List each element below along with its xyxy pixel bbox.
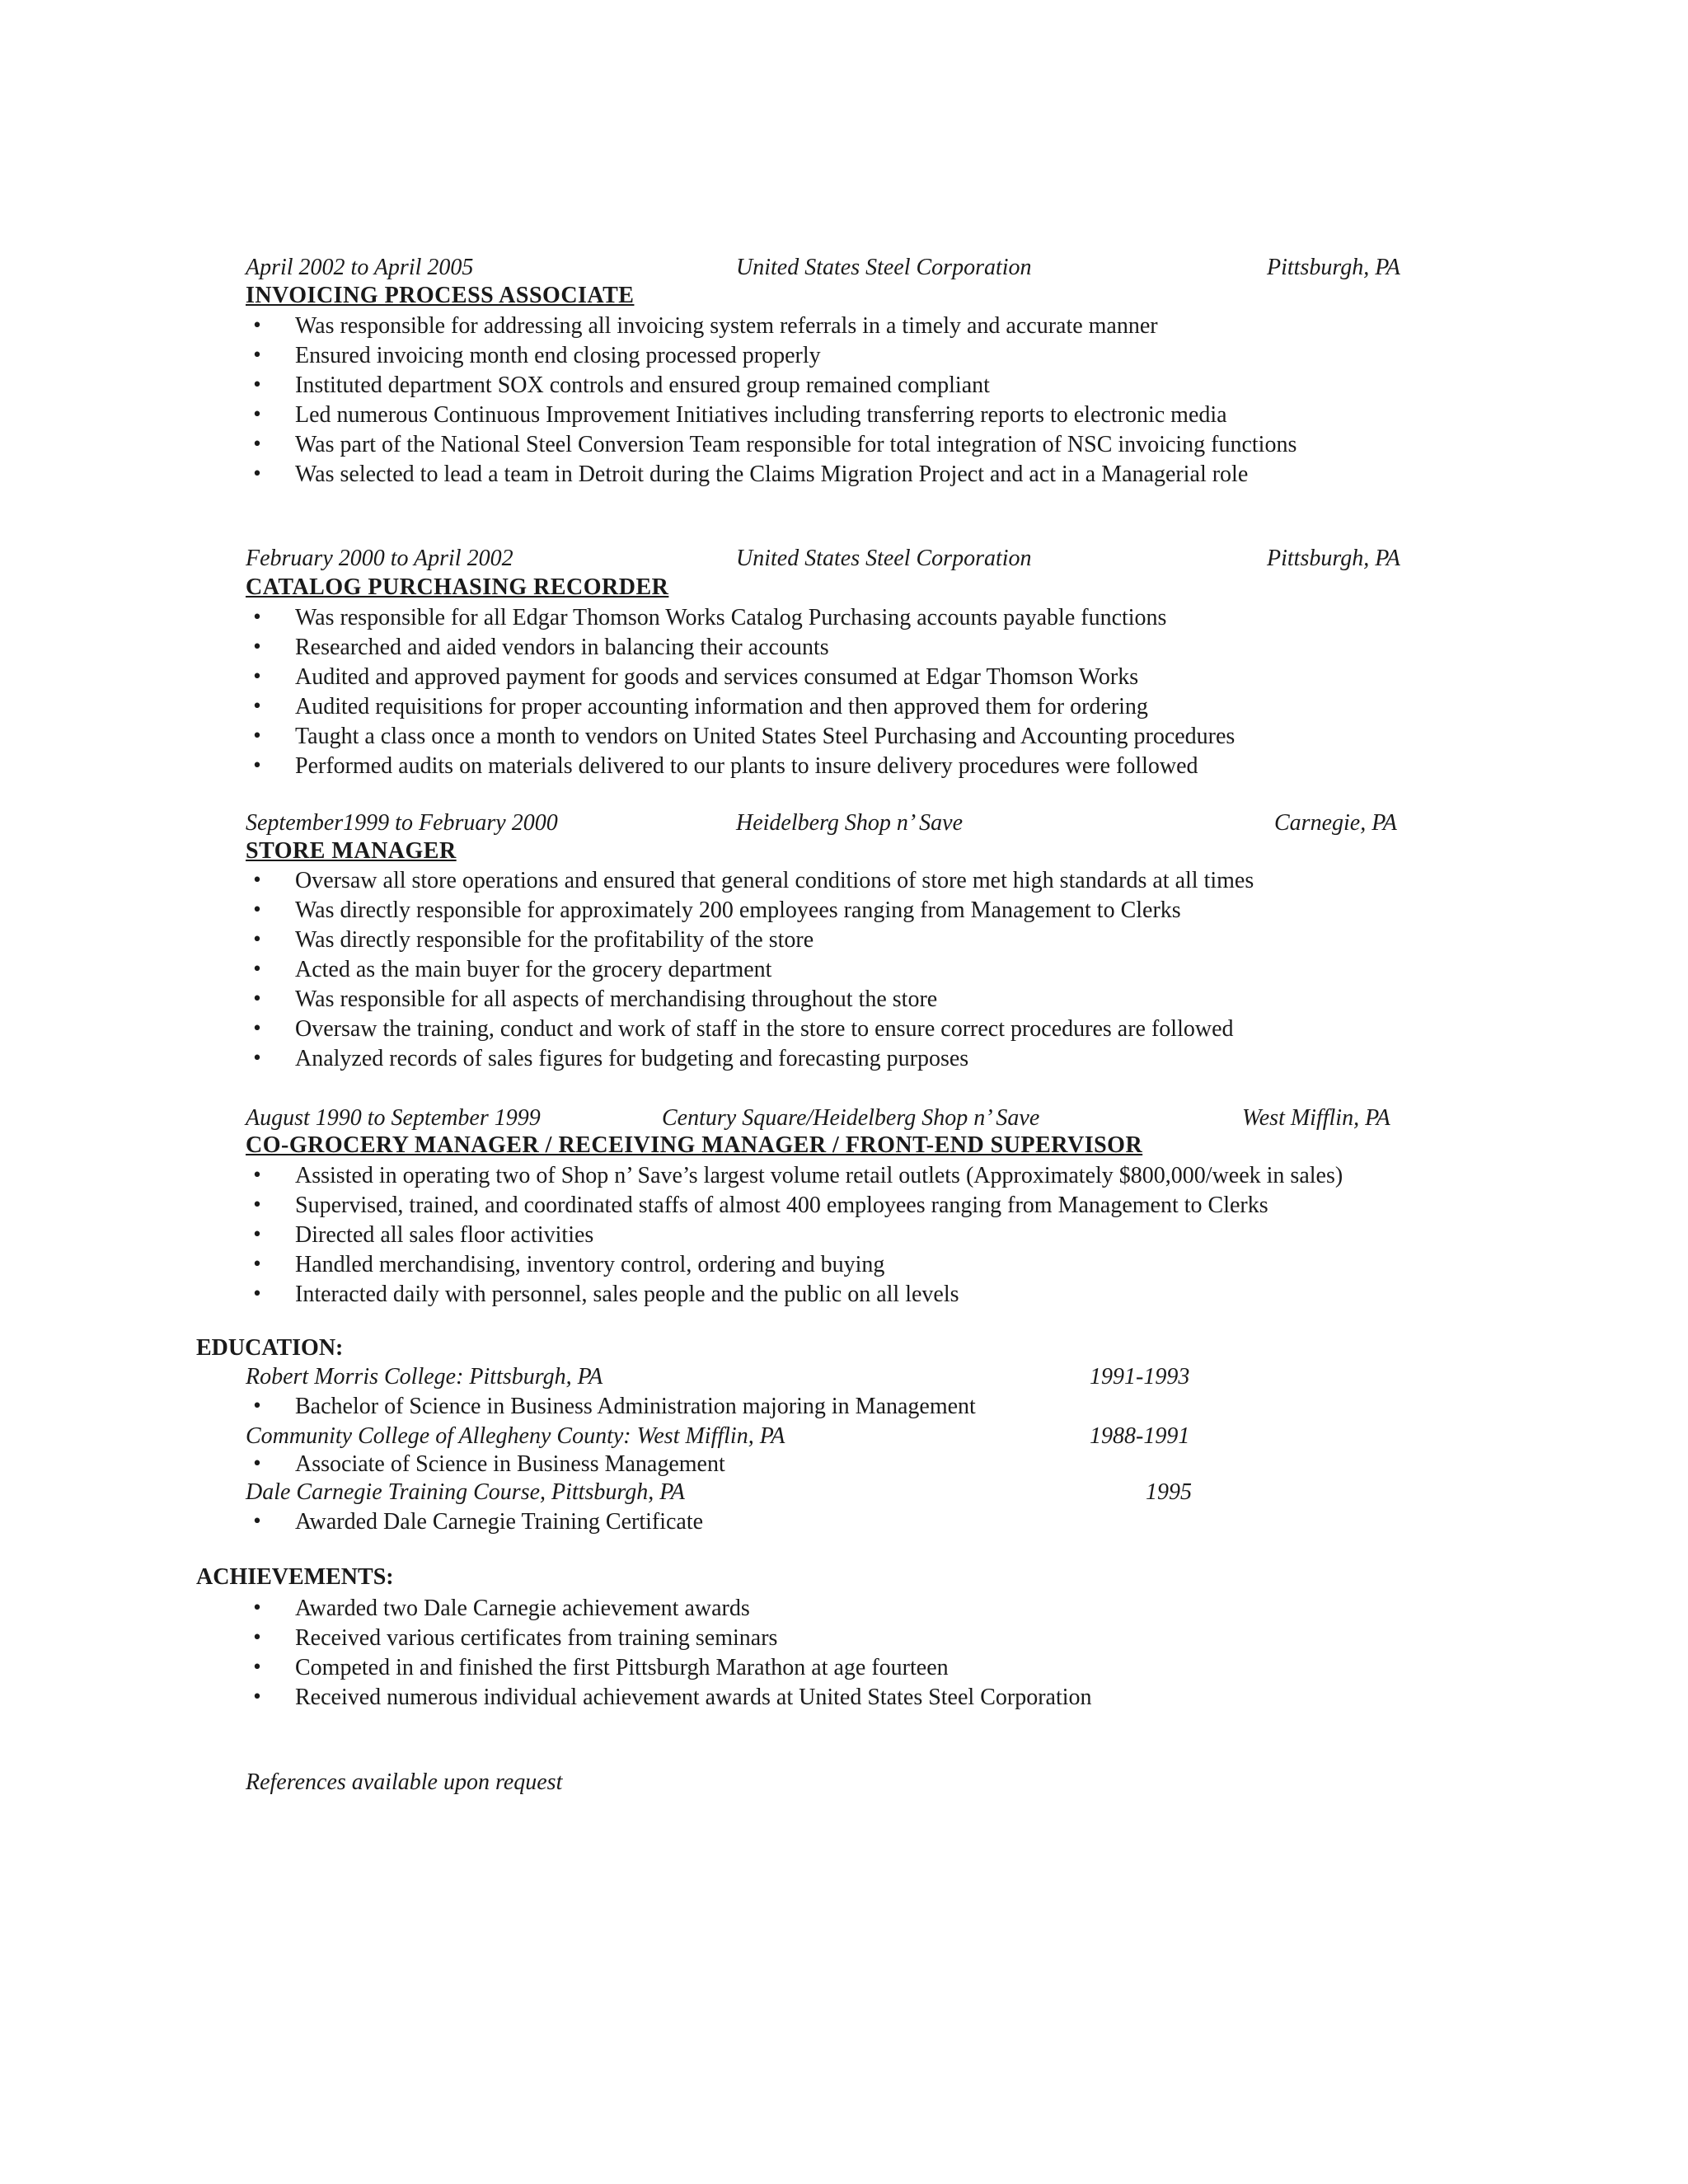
job-dates: September1999 to February 2000 (246, 810, 558, 836)
bullet-icon: • (251, 696, 263, 717)
bullet-icon: • (251, 667, 263, 687)
bullet-icon: • (251, 989, 263, 1010)
list-item: • Awarded Dale Carnegie Training Certificate (246, 1507, 703, 1537)
bullet-icon: • (251, 756, 263, 776)
job-dates: August 1990 to September 1999 (246, 1105, 541, 1131)
job-company: Century Square/Heidelberg Shop n’ Save (662, 1105, 1040, 1131)
job-title: CO-GROCERY MANAGER / RECEIVING MANAGER / FRONT-END SUPERVISOR (246, 1132, 1143, 1158)
job-location: West Mifflin, PA (1242, 1105, 1390, 1131)
list-item: • Was directly responsible for the profitability of the store (246, 926, 1254, 955)
bullet-icon: • (251, 375, 263, 396)
section-heading: ACHIEVEMENTS: (196, 1564, 394, 1590)
bullet-icon: • (251, 1511, 263, 1532)
section-heading: EDUCATION: (196, 1335, 344, 1361)
list-item: • Ensured invoicing month end closing processed properly (246, 341, 1296, 371)
list-item: • Received various certificates from training seminars (246, 1624, 1092, 1653)
bullet-icon: • (251, 1284, 263, 1305)
school-years: 1995 (1146, 1479, 1192, 1505)
bullet-icon: • (251, 900, 263, 921)
education-detail (246, 1450, 725, 1479)
job-company: United States Steel Corporation (736, 255, 1032, 280)
bullet-icon: • (251, 464, 263, 485)
list-item: • Oversaw all store operations and ensured that general conditions of store met high standards at all times (246, 866, 1254, 896)
bullet-icon: • (251, 1454, 263, 1474)
job-company: Heidelberg Shop n’ Save (736, 810, 963, 836)
job-bullets (246, 866, 1254, 1074)
bullet-icon: • (251, 637, 263, 658)
bullet-icon: • (251, 1628, 263, 1648)
list-item: • Was selected to lead a team in Detroit during the Claims Migration Project and act in a Managerial role (246, 460, 1296, 490)
school-name: Dale Carnegie Training Course, Pittsburgh, PA (246, 1479, 685, 1505)
job-company: United States Steel Corporation (736, 546, 1032, 571)
list-item: • Audited requisitions for proper accounting information and then approved them for ordering (246, 692, 1235, 722)
bullet-icon: • (251, 434, 263, 455)
list-item: • Received numerous individual achievement awards at United States Steel Corporation (246, 1683, 1092, 1713)
list-item: • Interacted daily with personnel, sales people and the public on all levels (246, 1280, 1343, 1310)
list-item: • Was responsible for all Edgar Thomson Works Catalog Purchasing accounts payable functions (246, 603, 1235, 633)
job-location: Carnegie, PA (1274, 810, 1397, 836)
list-item: • Handled merchandising, inventory control, ordering and buying (246, 1250, 1343, 1280)
list-item: • Audited and approved payment for goods and services consumed at Edgar Thomson Works (246, 663, 1235, 692)
list-item: • Was responsible for all aspects of merchandising throughout the store (246, 985, 1254, 1015)
list-item: • Taught a class once a month to vendors on United States Steel Purchasing and Accounting procedures (246, 722, 1235, 752)
list-item: • Assisted in operating two of Shop n’ Save’s largest volume retail outlets (Approximately $800,000/week in sales) (246, 1161, 1343, 1191)
achievement-list (246, 1594, 1092, 1713)
job-dates: April 2002 to April 2005 (246, 255, 474, 280)
list-item: • Associate of Science in Business Management (246, 1450, 725, 1479)
bullet-icon: • (251, 1657, 263, 1678)
list-item: • Directed all sales floor activities (246, 1221, 1343, 1250)
bullet-icon: • (251, 405, 263, 425)
bullet-icon: • (251, 1195, 263, 1216)
list-item: • Researched and aided vendors in balancing their accounts (246, 633, 1235, 663)
job-title: INVOICING PROCESS ASSOCIATE (246, 283, 635, 308)
bullet-icon: • (251, 930, 263, 950)
school-name: Community College of Allegheny County: West Mifflin, PA (246, 1423, 785, 1449)
bullet-icon: • (251, 870, 263, 891)
list-item: • Oversaw the training, conduct and work of staff in the store to ensure correct procedures are followed (246, 1015, 1254, 1044)
references-note: References available upon request (246, 1769, 563, 1795)
job-title: CATALOG PURCHASING RECORDER (246, 574, 669, 600)
bullet-icon: • (251, 1165, 263, 1186)
bullet-icon: • (251, 959, 263, 980)
list-item: • Acted as the main buyer for the grocery department (246, 955, 1254, 985)
bullet-icon: • (251, 345, 263, 366)
list-item: • Awarded two Dale Carnegie achievement awards (246, 1594, 1092, 1624)
job-location: Pittsburgh, PA (1267, 546, 1400, 571)
job-title: STORE MANAGER (246, 838, 457, 864)
bullet-icon: • (251, 1598, 263, 1619)
list-item: • Was responsible for addressing all invoicing system referrals in a timely and accurate manner (246, 312, 1296, 341)
job-bullets (246, 603, 1235, 781)
job-dates: February 2000 to April 2002 (246, 546, 513, 571)
bullet-icon: • (251, 1225, 263, 1245)
list-item: • Led numerous Continuous Improvement Initiatives including transferring reports to electronic media (246, 401, 1296, 430)
bullet-icon: • (251, 316, 263, 336)
list-item: • Was directly responsible for approximately 200 employees ranging from Management to Clerks (246, 896, 1254, 926)
list-item: • Supervised, trained, and coordinated staffs of almost 400 employees ranging from Management to Clerks (246, 1191, 1343, 1221)
bullet-icon: • (251, 1019, 263, 1039)
school-years: 1991-1993 (1090, 1364, 1190, 1390)
list-item: • Instituted department SOX controls and ensured group remained compliant (246, 371, 1296, 401)
list-item: • Was part of the National Steel Conversion Team responsible for total integration of NSC invoicing functions (246, 430, 1296, 460)
bullet-icon: • (251, 1254, 263, 1275)
bullet-icon: • (251, 1687, 263, 1708)
bullet-icon: • (251, 1048, 263, 1069)
school-years: 1988-1991 (1090, 1423, 1190, 1449)
list-item: • Competed in and finished the first Pittsburgh Marathon at age fourteen (246, 1653, 1092, 1683)
job-bullets (246, 312, 1296, 490)
job-bullets (246, 1161, 1343, 1310)
list-item: • Analyzed records of sales figures for budgeting and forecasting purposes (246, 1044, 1254, 1074)
bullet-icon: • (251, 726, 263, 747)
school-name: Robert Morris College: Pittsburgh, PA (246, 1364, 603, 1390)
job-location: Pittsburgh, PA (1267, 255, 1400, 280)
bullet-icon: • (251, 607, 263, 628)
bullet-icon: • (251, 1396, 263, 1417)
list-item: • Performed audits on materials delivered to our plants to insure delivery procedures were followed (246, 752, 1235, 781)
education-detail (246, 1392, 976, 1422)
education-detail (246, 1507, 703, 1537)
list-item: • Bachelor of Science in Business Administration majoring in Management (246, 1392, 976, 1422)
